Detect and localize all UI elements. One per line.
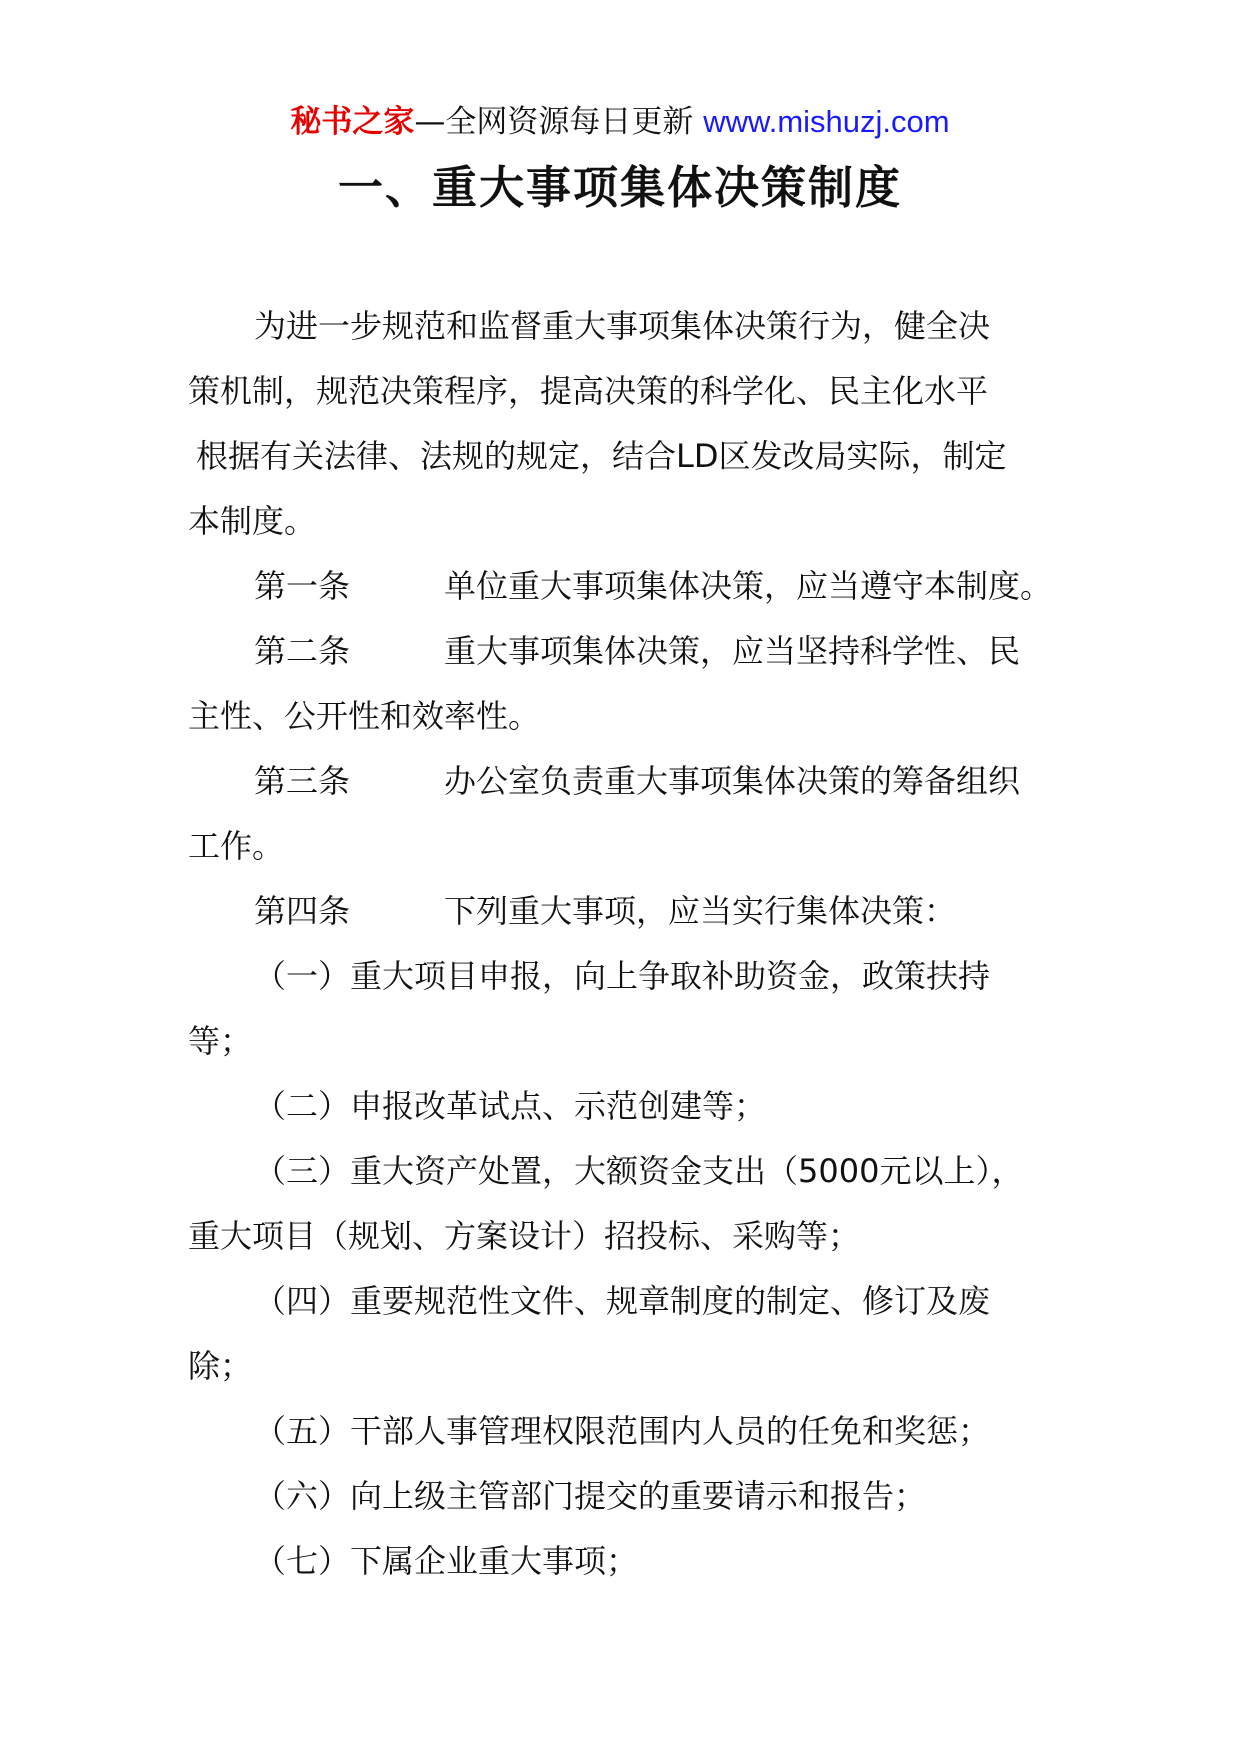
article-continuation: 工作。 (188, 827, 285, 865)
article-text: 单位重大事项集体决策，应当遵守本制度。 (444, 567, 1053, 605)
intro-line: 本制度。 (188, 502, 317, 540)
intro-line: 策机制，规范决策程序，提高决策的科学化、民主化水平 (188, 372, 989, 410)
article-number: 第一条 (254, 567, 351, 605)
list-item: （三）重大资产处置，大额资金支出（5000元以上）， (254, 1152, 1024, 1190)
article-continuation: 主性、公开性和效率性。 (188, 697, 541, 735)
document-title: 一、重大事项集体决策制度 (337, 161, 902, 214)
list-item-continuation: 等； (188, 1022, 253, 1060)
brand-name: 秘书之家 (290, 104, 415, 140)
list-item-continuation: 除； (188, 1347, 253, 1385)
intro-line: 根据有关法律、法规的规定，结合LD区发改局实际，制定 (196, 437, 1007, 475)
document-body (188, 294, 1068, 1594)
list-item: （五）干部人事管理权限范围内人员的任免和奖惩； (254, 1412, 991, 1450)
list-item: （一）重大项目申报，向上争取补助资金，政策扶持 (254, 957, 991, 995)
list-item: （二）申报改革试点、示范创建等； (254, 1087, 767, 1125)
site-url-link[interactable]: www.mishuzj.com (703, 104, 950, 139)
article-number: 第三条 (254, 762, 351, 800)
article-number: 第二条 (254, 632, 351, 670)
article-text: 下列重大事项，应当实行集体决策： (444, 892, 957, 930)
list-item-continuation: 重大项目（规划、方案设计）招投标、采购等； (188, 1217, 861, 1255)
header-tagline: —全网资源每日更新 (414, 104, 694, 140)
article-text: 重大事项集体决策，应当坚持科学性、民 (444, 632, 1021, 670)
intro-line: 为进一步规范和监督重大事项集体决策行为，健全决 (254, 307, 991, 345)
list-item: （六）向上级主管部门提交的重要请示和报告； (254, 1477, 927, 1515)
article-2 (188, 619, 1068, 684)
article-4 (188, 879, 1068, 944)
site-header (0, 102, 1240, 142)
list-item: （七）下属企业重大事项； (254, 1542, 639, 1580)
article-text: 办公室负责重大事项集体决策的筹备组织 (444, 762, 1021, 800)
article-1 (188, 554, 1068, 619)
article-number: 第四条 (254, 892, 351, 930)
article-3 (188, 749, 1068, 814)
list-item: （四）重要规范性文件、规章制度的制定、修订及废 (254, 1282, 991, 1320)
